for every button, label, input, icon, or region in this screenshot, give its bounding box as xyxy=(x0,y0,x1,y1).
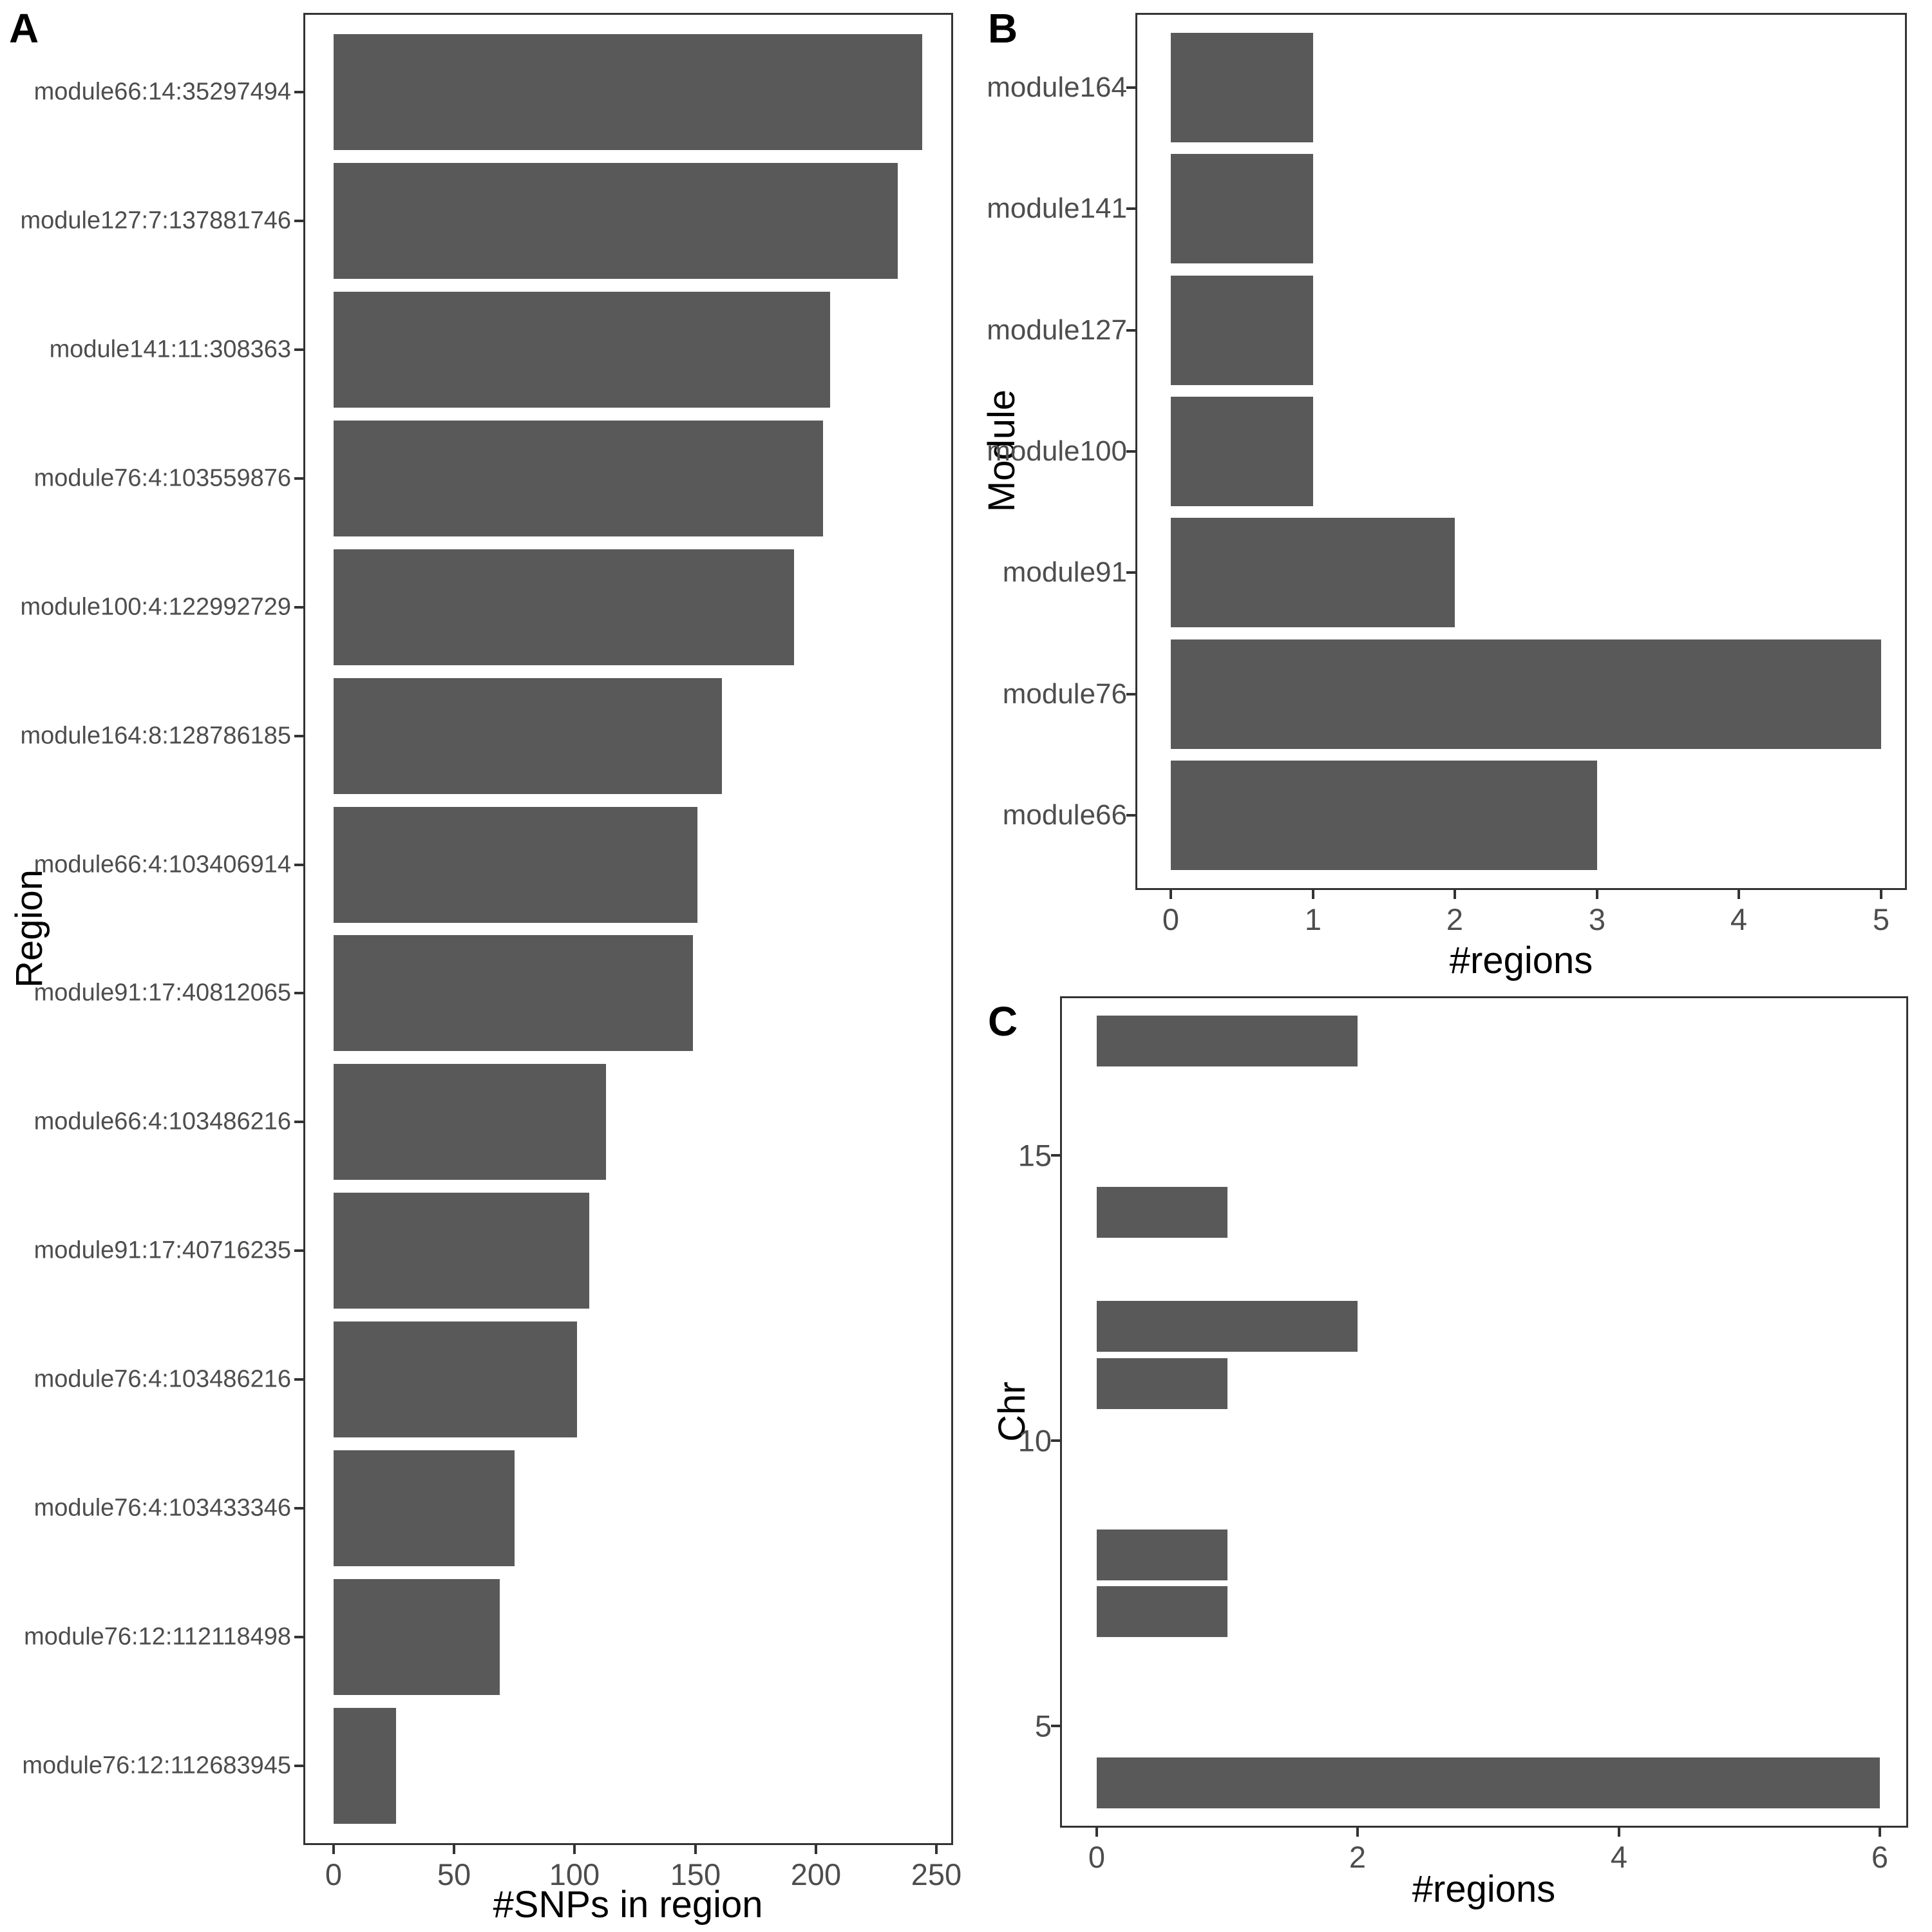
panel-b-bar-module164 xyxy=(1171,33,1313,142)
panel-a-y-tick-mark xyxy=(294,864,305,866)
panel-b-bar-module127 xyxy=(1171,276,1313,385)
panel-b-y-tick-label: module100 xyxy=(987,435,1127,467)
panel-a-y-tick-mark xyxy=(294,735,305,737)
panel-b-y-tick-label: module141 xyxy=(987,193,1127,224)
panel-a-x-tick-label: 250 xyxy=(911,1857,962,1891)
panel-a-bar-module100-4-122992729 xyxy=(334,549,794,665)
panel-a-y-tick-label: module164:8:128786185 xyxy=(20,722,291,750)
panel-c-plot-area xyxy=(1060,996,1908,1828)
panel-c-y-tick-label: 10 xyxy=(1018,1423,1052,1458)
panel-a-y-tick-label: module91:17:40716235 xyxy=(33,1236,291,1264)
panel-b-bar-module76 xyxy=(1171,639,1881,749)
panel-b-y-tick-label: module127 xyxy=(987,314,1127,346)
panel-a-x-tick-label: 100 xyxy=(549,1857,600,1891)
panel-a-y-tick-label: module76:4:103433346 xyxy=(33,1494,291,1522)
panel-b-y-tick-label: module66 xyxy=(1002,799,1127,831)
panel-a-bar-module164-8-128786185 xyxy=(334,678,722,794)
panel-c-x-axis-title: #regions xyxy=(1412,1868,1556,1910)
panel-a-y-tick-mark xyxy=(294,477,305,480)
panel-b-y-tick-label: module164 xyxy=(987,71,1127,103)
panel-a-y-tick-mark xyxy=(294,348,305,351)
panel-b-x-tick-label: 0 xyxy=(1162,902,1180,936)
panel-c-x-tick-label: 4 xyxy=(1610,1840,1628,1874)
panel-b-bar-module100 xyxy=(1171,397,1313,506)
panel-c-y-tick-mark xyxy=(1051,1439,1062,1442)
panel-a-y-axis-title: Region xyxy=(8,869,50,988)
panel-a-y-tick-mark xyxy=(294,1249,305,1252)
panel-c-bar-chr11 xyxy=(1097,1358,1227,1409)
panel-b-x-tick-label: 1 xyxy=(1304,902,1322,936)
panel-a-x-tick-mark xyxy=(694,1843,697,1854)
panel-a-x-tick-mark xyxy=(815,1843,817,1854)
panel-a-y-tick-mark xyxy=(294,1636,305,1638)
panel-a-y-tick-label: module127:7:137881746 xyxy=(20,207,291,234)
panel-a-bar-module91-17-40812065 xyxy=(334,935,693,1051)
panel-a-y-tick-mark xyxy=(294,1507,305,1510)
panel-c-y-tick-label: 5 xyxy=(1034,1709,1052,1743)
panel-b-y-tick-label: module91 xyxy=(1002,556,1127,588)
panel-c-x-tick-label: 6 xyxy=(1871,1840,1889,1874)
panel-c-x-tick-label: 0 xyxy=(1088,1840,1106,1874)
panel-a-y-tick-mark xyxy=(294,1121,305,1123)
panel-a-y-tick-label: module100:4:122992729 xyxy=(20,593,291,621)
panel-a-bar-module76-4-103486216 xyxy=(334,1321,577,1437)
panel-b-letter: B xyxy=(988,5,1018,52)
panel-b-x-axis-title: #regions xyxy=(1449,940,1593,981)
panel-a-x-tick-label: 200 xyxy=(790,1857,842,1891)
panel-c-bar-chr7 xyxy=(1097,1586,1227,1637)
panel-b-x-tick-label: 5 xyxy=(1872,902,1890,936)
panel-b-x-tick-mark xyxy=(1170,888,1172,899)
panel-c-bar-chr4 xyxy=(1097,1757,1880,1808)
panel-a-y-tick-label: module76:4:103559876 xyxy=(33,464,291,492)
panel-a-y-tick-mark xyxy=(294,220,305,222)
panel-a-bar-module76-12-112683945 xyxy=(334,1708,396,1824)
panel-c-x-tick-mark xyxy=(1356,1826,1359,1837)
panel-b-x-tick-label: 2 xyxy=(1446,902,1464,936)
panel-a-y-tick-mark xyxy=(294,606,305,609)
panel-a-y-tick-label: module76:4:103486216 xyxy=(33,1365,291,1393)
panel-a-x-tick-mark xyxy=(332,1843,335,1854)
panel-a-bar-module76-4-103433346 xyxy=(334,1450,515,1566)
panel-a-y-tick-mark xyxy=(294,1378,305,1381)
panel-c-y-tick-mark xyxy=(1051,1725,1062,1727)
panel-b-x-tick-mark xyxy=(1738,888,1740,899)
panel-c-bar-chr8 xyxy=(1097,1530,1227,1580)
panel-c-x-tick-label: 2 xyxy=(1349,1840,1367,1874)
panel-a-y-tick-label: module76:12:112683945 xyxy=(22,1752,291,1779)
panel-b-y-axis-title: Module xyxy=(981,389,1023,513)
panel-a-y-tick-mark xyxy=(294,992,305,994)
panel-a-x-tick-label: 0 xyxy=(325,1857,343,1891)
panel-a-x-tick-mark xyxy=(573,1843,576,1854)
panel-b-y-tick-mark xyxy=(1126,86,1137,89)
panel-c-bar-chr14 xyxy=(1097,1187,1227,1238)
panel-c-letter: C xyxy=(988,998,1018,1045)
panel-a-y-tick-label: module66:4:103406914 xyxy=(33,851,291,878)
panel-b-x-tick-mark xyxy=(1880,888,1882,899)
panel-a-bar-module76-12-112118498 xyxy=(334,1579,500,1695)
panel-b-y-tick-mark xyxy=(1126,693,1137,696)
panel-a-bar-module141-11-308363 xyxy=(334,292,830,408)
panel-a-letter: A xyxy=(9,5,39,52)
panel-b-bar-module66 xyxy=(1171,761,1597,870)
panel-b-x-tick-mark xyxy=(1454,888,1456,899)
panel-b-y-tick-mark xyxy=(1126,571,1137,574)
panel-c-bar-chr12 xyxy=(1097,1301,1358,1352)
panel-a-y-tick-label: module76:12:112118498 xyxy=(24,1623,291,1651)
panel-c-x-tick-mark xyxy=(1879,1826,1881,1837)
panel-b-y-tick-mark xyxy=(1126,329,1137,332)
panel-b-x-tick-label: 4 xyxy=(1730,902,1748,936)
panel-a-plot-area xyxy=(303,13,953,1845)
panel-b-bar-module91 xyxy=(1171,518,1455,627)
panel-b-y-tick-mark xyxy=(1126,207,1137,210)
panel-c-bar-chr17 xyxy=(1097,1016,1358,1066)
panel-c-x-tick-mark xyxy=(1095,1826,1098,1837)
panel-b-y-tick-mark xyxy=(1126,814,1137,817)
panel-a-bar-module66-4-103486216 xyxy=(334,1064,606,1180)
panel-a-x-tick-mark xyxy=(453,1843,455,1854)
panel-c-y-tick-mark xyxy=(1051,1154,1062,1157)
panel-a-y-tick-label: module66:4:103486216 xyxy=(33,1108,291,1135)
panel-a-x-tick-mark xyxy=(935,1843,938,1854)
panel-a-bar-module91-17-40716235 xyxy=(334,1193,589,1309)
panel-a-y-tick-mark xyxy=(294,1765,305,1767)
panel-a-y-tick-label: module66:14:35297494 xyxy=(33,78,291,106)
panel-a-x-tick-label: 150 xyxy=(670,1857,721,1891)
panel-a-bar-module66-4-103406914 xyxy=(334,807,697,923)
panel-b-bar-module141 xyxy=(1171,154,1313,263)
panel-a-x-tick-label: 50 xyxy=(437,1857,471,1891)
panel-c-y-tick-label: 15 xyxy=(1018,1138,1052,1173)
panel-a-y-tick-label: module141:11:308363 xyxy=(49,336,291,363)
panel-b-y-tick-mark xyxy=(1126,450,1137,453)
panel-a-y-tick-label: module91:17:40812065 xyxy=(33,979,291,1007)
panel-b-x-tick-mark xyxy=(1596,888,1598,899)
panel-b-y-tick-label: module76 xyxy=(1002,678,1127,710)
panel-a-y-tick-mark xyxy=(294,91,305,93)
panel-c-x-tick-mark xyxy=(1618,1826,1620,1837)
panel-b-x-tick-label: 3 xyxy=(1588,902,1606,936)
panel-b-x-tick-mark xyxy=(1312,888,1314,899)
panel-a-x-axis-title: #SNPs in region xyxy=(493,1884,763,1926)
panel-c-y-axis-title: Chr xyxy=(991,1381,1033,1442)
